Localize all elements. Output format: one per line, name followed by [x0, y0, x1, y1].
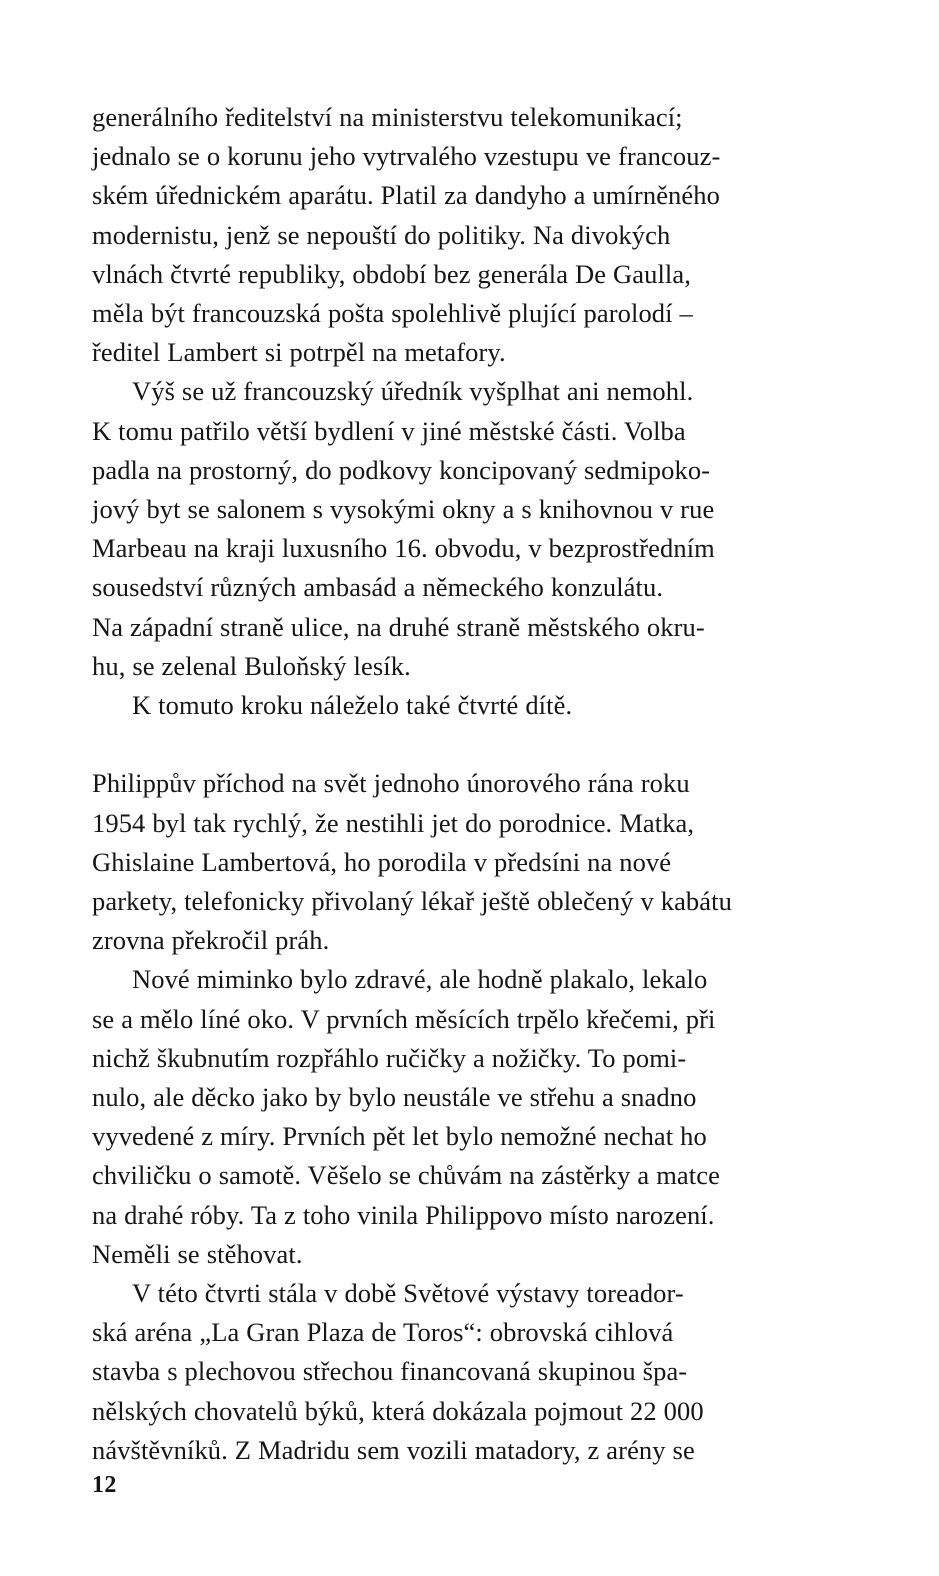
text-line	[92, 1117, 792, 1156]
text-line	[92, 1078, 792, 1117]
text-line-content: Výš se už francouzský úředník vyšplhat ani nemohl.	[132, 376, 694, 407]
text-line-content: na drahé róby. Ta z toho vinila Philippovo místo narození.	[92, 1199, 715, 1230]
text-line	[92, 843, 792, 882]
text-line	[92, 608, 792, 647]
text-line-content: Ghislaine Lambertová, ho porodila v předsíni na nové	[92, 846, 672, 877]
text-line-content: hu, se zelenal Buloňský lesík.	[92, 650, 411, 681]
text-line	[92, 1274, 792, 1313]
text-line	[92, 1431, 792, 1470]
text-line	[92, 568, 792, 607]
text-line-content: nělských chovatelů býků, která dokázala pojmout 22 000	[92, 1395, 704, 1426]
paragraph	[92, 372, 792, 686]
text-line-content: K tomuto kroku náleželo také čtvrté dítě.	[132, 690, 573, 721]
text-line-content: Philippův příchod na svět jednoho únorového rána roku	[92, 768, 690, 799]
text-line-content: Marbeau na kraji luxusního 16. obvodu, v bezprostředním	[92, 533, 715, 564]
text-line-content: V této čtvrti stála v době Světové výstavy toreador-	[132, 1278, 684, 1309]
text-line-content: nulo, ale děcko jako by bylo neustále ve střehu a snadno	[92, 1082, 697, 1113]
paragraph	[92, 1274, 792, 1470]
text-block-group	[92, 764, 792, 1470]
text-line-content: ském úřednickém aparátu. Platil za dandyho a umírněného	[92, 180, 720, 211]
text-line	[92, 216, 792, 255]
text-line	[92, 1039, 792, 1078]
paragraph	[92, 98, 792, 372]
text-line	[92, 137, 792, 176]
text-line-content: ředitel Lambert si potrpěl na metafory.	[92, 337, 506, 368]
text-line	[92, 1196, 792, 1235]
text-line	[92, 176, 792, 215]
text-block-group	[92, 98, 792, 725]
paragraph	[92, 960, 792, 1274]
page-text-block	[92, 98, 792, 1470]
text-line-content: se a mělo líné oko. V prvních měsících trpělo křečemi, při	[92, 1003, 716, 1034]
text-line	[92, 412, 792, 451]
text-line-content: K tomu patřilo větší bydlení v jiné městské části. Volba	[92, 415, 686, 446]
text-line-content: měla být francouzská pošta spolehlivě plující parolodí –	[92, 298, 693, 329]
text-line	[92, 490, 792, 529]
text-line	[92, 960, 792, 999]
text-line-content: modernistu, jenž se nepouští do politiky. Na divokých	[92, 219, 671, 250]
text-line	[92, 921, 792, 960]
text-line	[92, 1235, 792, 1274]
text-line-content: návštěvníků. Z Madridu sem vozili matadory, z arény se	[92, 1434, 695, 1465]
text-line	[92, 1392, 792, 1431]
text-line-content: ská aréna „La Gran Plaza de Toros“: obrovská cihlová	[92, 1317, 674, 1348]
text-line-content: padla na prostorný, do podkovy koncipovaný sedmipoko-	[92, 454, 711, 485]
text-line-content: Neměli se stěhovat.	[92, 1238, 303, 1269]
text-line	[92, 255, 792, 294]
text-line-content: Na západní straně ulice, na druhé straně městského okru-	[92, 611, 705, 642]
text-line	[92, 372, 792, 411]
text-line-content: vyvedené z míry. Prvních pět let bylo nemožné nechat ho	[92, 1121, 707, 1152]
text-line-content: parkety, telefonicky přivolaný lékař ještě oblečený v kabátu	[92, 886, 732, 917]
text-line-content: zrovna překročil práh.	[92, 925, 330, 956]
text-line	[92, 882, 792, 921]
page-number: 12	[92, 1472, 117, 1498]
text-line-content: vlnách čtvrté republiky, období bez generála De Gaulla,	[92, 258, 691, 289]
paragraph	[92, 764, 792, 960]
text-line	[92, 98, 792, 137]
text-line	[92, 764, 792, 803]
text-line-content: nichž škubnutím rozpřáhlo ručičky a nožičky. To pomi-	[92, 1042, 687, 1073]
text-line	[92, 294, 792, 333]
text-line	[92, 686, 792, 725]
text-line-content: generálního ředitelství na ministerstvu telekomunikací;	[92, 102, 683, 132]
paragraph-block-gap	[92, 725, 792, 764]
text-line-content: jový byt se salonem s vysokými okny a s knihovnou v rue	[92, 494, 715, 525]
text-line-content: Nové miminko bylo zdravé, ale hodně plakalo, lekalo	[132, 964, 708, 995]
text-line	[92, 333, 792, 372]
text-line	[92, 451, 792, 490]
text-line-content: 1954 byl tak rychlý, že nestihli jet do porodnice. Matka,	[92, 807, 695, 838]
text-line	[92, 804, 792, 843]
text-line-content: sousedství různých ambasád a německého konzulátu.	[92, 572, 664, 603]
text-line-content: stavba s plechovou střechou financovaná skupinou špa-	[92, 1356, 688, 1387]
paragraph	[92, 686, 792, 725]
text-line-content: jednalo se o korunu jeho vytrvalého vzestupu ve francouz-	[92, 141, 721, 172]
text-line	[92, 529, 792, 568]
text-line-content: chviličku o samotě. Věšelo se chůvám na zástěrky a matce	[92, 1160, 720, 1191]
text-line	[92, 1156, 792, 1195]
text-line	[92, 1000, 792, 1039]
text-line	[92, 647, 792, 686]
text-line	[92, 1313, 792, 1352]
text-line	[92, 1352, 792, 1391]
